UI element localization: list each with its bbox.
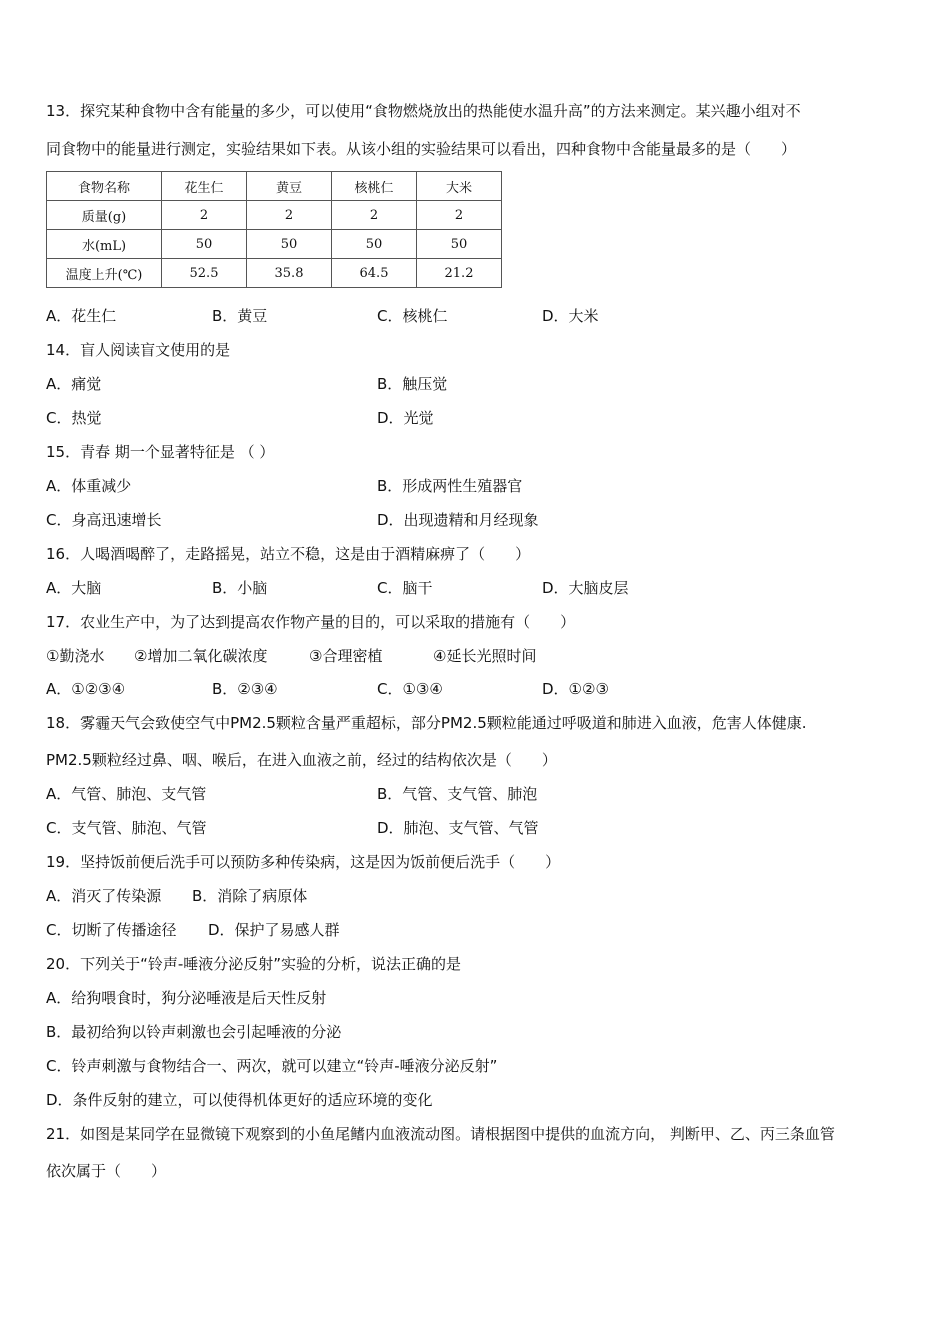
q16-option-b[interactable]: B．小脑	[212, 579, 268, 597]
food-energy-table	[46, 171, 502, 288]
table-cell: 21.2	[417, 259, 502, 288]
table-cell: 50	[247, 230, 332, 259]
q15-option-d[interactable]: D．出现遗精和月经现象	[377, 511, 539, 529]
q18-option-c[interactable]: C．支气管、肺泡、气管	[46, 819, 207, 837]
q14-option-a[interactable]: A．痛觉	[46, 375, 102, 393]
q19-option-a[interactable]: A．消灭了传染源	[46, 887, 162, 905]
table-header-cell: 黄豆	[247, 172, 332, 201]
table-cell: 50	[417, 230, 502, 259]
table-cell: 温度上升(℃)	[47, 259, 162, 288]
q21-stem-line1: 21．如图是某同学在显微镜下观察到的小鱼尾鳍内血液流动图。请根据图中提供的血流方向， 判断甲、乙、丙三条血管	[46, 1125, 835, 1143]
table-header-cell: 核桃仁	[332, 172, 417, 201]
q21-stem-line2: 依次属于（ ）	[46, 1162, 167, 1180]
table-cell: 水(mL)	[47, 230, 162, 259]
q15-stem: 15．青春 期一个显著特征是 （ ）	[46, 443, 275, 461]
q15-option-b[interactable]: B．形成两性生殖器官	[377, 477, 523, 495]
q17-option-d[interactable]: D．①②③	[542, 680, 609, 698]
table-row	[47, 201, 502, 230]
q13-stem-line2: 同食物中的能量进行测定，实验结果如下表。从该小组的实验结果可以看出，四种食物中含能量最多的是（ ）	[46, 140, 797, 158]
q17-option-a[interactable]: A．①②③④	[46, 680, 126, 698]
table-cell: 质量(g)	[47, 201, 162, 230]
q19-option-b[interactable]: B．消除了病原体	[192, 887, 308, 905]
q20-option-a[interactable]: A．给狗喂食时，狗分泌唾液是后天性反射	[46, 989, 327, 1007]
q19-option-c[interactable]: C．切断了传播途径	[46, 921, 177, 939]
q13-option-b[interactable]: B．黄豆	[212, 307, 268, 325]
q13-stem-line1: 13．探究某种食物中含有能量的多少，可以使用“食物燃烧放出的热能使水温升高”的方法来测定。某兴趣小组对不	[46, 102, 801, 120]
q14-option-b[interactable]: B．触压觉	[377, 375, 448, 393]
q20-option-d[interactable]: D．条件反射的建立，可以使得机体更好的适应环境的变化	[46, 1091, 433, 1109]
table-header-cell: 食物名称	[47, 172, 162, 201]
q17-option-c[interactable]: C．①③④	[377, 680, 443, 698]
q16-option-d[interactable]: D．大脑皮层	[542, 579, 629, 597]
q16-stem: 16．人喝酒喝醉了，走路摇晃，站立不稳，这是由于酒精麻痹了（ ）	[46, 545, 531, 563]
q17-measure-4: ④延长光照时间	[433, 647, 537, 665]
table-cell: 64.5	[332, 259, 417, 288]
table-header-cell: 花生仁	[162, 172, 247, 201]
table-cell: 50	[162, 230, 247, 259]
q14-option-d[interactable]: D．光觉	[377, 409, 434, 427]
table-cell: 2	[417, 201, 502, 230]
table-cell: 50	[332, 230, 417, 259]
q17-stem: 17．农业生产中，为了达到提高农作物产量的目的，可以采取的措施有（ ）	[46, 613, 576, 631]
q16-option-c[interactable]: C．脑干	[377, 579, 433, 597]
q17-option-b[interactable]: B．②③④	[212, 680, 278, 698]
q13-option-d[interactable]: D．大米	[542, 307, 599, 325]
q18-option-b[interactable]: B．气管、支气管、肺泡	[377, 785, 538, 803]
table-row	[47, 259, 502, 288]
table-cell: 2	[162, 201, 247, 230]
q17-measure-1: ①勤浇水	[46, 647, 105, 665]
table-header-cell: 大米	[417, 172, 502, 201]
q18-stem-line2: PM2.5颗粒经过鼻、咽、喉后，在进入血液之前，经过的结构依次是（ ）	[46, 751, 557, 769]
q18-stem-line1: 18．雾霾天气会致使空气中PM2.5颗粒含量严重超标，部分PM2.5颗粒能通过呼吸道和肺进入血液，危害人体健康.	[46, 714, 807, 732]
table-cell: 52.5	[162, 259, 247, 288]
q20-stem: 20．下列关于“铃声-唾液分泌反射”实验的分析，说法正确的是	[46, 955, 462, 973]
table-row	[47, 230, 502, 259]
q20-option-b[interactable]: B．最初给狗以铃声刺激也会引起唾液的分泌	[46, 1023, 342, 1041]
table-cell: 2	[332, 201, 417, 230]
q19-stem: 19．坚持饭前便后洗手可以预防多种传染病，这是因为饭前便后洗手（ ）	[46, 853, 561, 871]
table-header-row	[47, 172, 502, 201]
table-cell: 35.8	[247, 259, 332, 288]
q13-option-c[interactable]: C．核桃仁	[377, 307, 448, 325]
q13-option-a[interactable]: A．花生仁	[46, 307, 117, 325]
q17-measure-2: ②增加二氧化碳浓度	[134, 647, 268, 665]
q15-option-a[interactable]: A．体重减少	[46, 477, 132, 495]
q17-measure-3: ③合理密植	[309, 647, 383, 665]
q19-option-d[interactable]: D．保护了易感人群	[208, 921, 340, 939]
q14-option-c[interactable]: C．热觉	[46, 409, 102, 427]
q20-option-c[interactable]: C．铃声刺激与食物结合一、两次，就可以建立“铃声-唾液分泌反射”	[46, 1057, 498, 1075]
q18-option-a[interactable]: A．气管、肺泡、支气管	[46, 785, 207, 803]
table-cell: 2	[247, 201, 332, 230]
q16-option-a[interactable]: A．大脑	[46, 579, 102, 597]
q18-option-d[interactable]: D．肺泡、支气管、气管	[377, 819, 539, 837]
q14-stem: 14．盲人阅读盲文使用的是	[46, 341, 231, 359]
q15-option-c[interactable]: C．身高迅速增长	[46, 511, 162, 529]
